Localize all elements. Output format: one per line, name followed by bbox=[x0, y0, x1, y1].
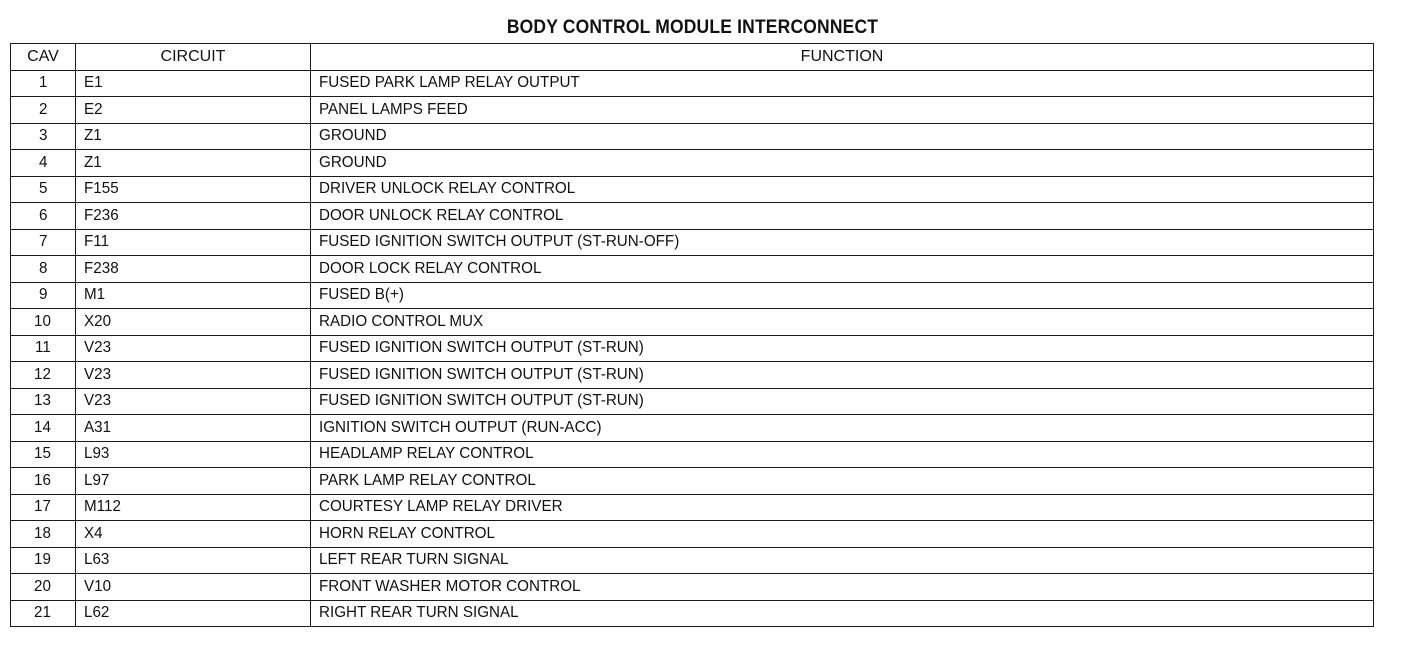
cav-cell-text: 18 bbox=[34, 524, 52, 542]
circuit-cell-text: F155 bbox=[84, 180, 119, 198]
cav-cell-text: 8 bbox=[38, 259, 48, 277]
circuit-cell bbox=[76, 309, 311, 336]
circuit-cell bbox=[76, 521, 311, 548]
function-cell bbox=[311, 123, 1374, 150]
circuit-cell bbox=[76, 547, 311, 574]
function-cell bbox=[311, 600, 1374, 627]
circuit-cell-text: L63 bbox=[84, 551, 110, 569]
circuit-cell-text: X4 bbox=[84, 524, 103, 542]
function-cell bbox=[311, 335, 1374, 362]
circuit-cell bbox=[76, 574, 311, 601]
table-body bbox=[11, 70, 1374, 627]
circuit-cell bbox=[76, 256, 311, 283]
cav-cell-text: 4 bbox=[38, 153, 48, 171]
circuit-cell bbox=[76, 97, 311, 124]
table-row bbox=[11, 494, 1374, 521]
circuit-cell-text: Z1 bbox=[84, 127, 102, 145]
function-cell bbox=[311, 282, 1374, 309]
function-cell bbox=[311, 521, 1374, 548]
circuit-cell-text: E2 bbox=[84, 100, 103, 118]
function-cell bbox=[311, 229, 1374, 256]
document-title: BODY CONTROL MODULE INTERCONNECT bbox=[506, 17, 879, 38]
function-cell-text: FUSED B(+) bbox=[319, 286, 404, 304]
cav-cell-text: 17 bbox=[34, 498, 52, 516]
cav-cell-text: 5 bbox=[38, 180, 48, 198]
table-row bbox=[11, 150, 1374, 177]
circuit-cell-text: M112 bbox=[84, 498, 121, 516]
circuit-cell-text: A31 bbox=[84, 418, 112, 436]
cav-cell bbox=[11, 70, 76, 97]
function-cell bbox=[311, 150, 1374, 177]
function-cell bbox=[311, 468, 1374, 495]
circuit-cell bbox=[76, 468, 311, 495]
function-cell bbox=[311, 574, 1374, 601]
header-circuit: CIRCUIT bbox=[76, 44, 311, 71]
table-row bbox=[11, 123, 1374, 150]
cav-cell bbox=[11, 547, 76, 574]
circuit-cell-text: E1 bbox=[84, 74, 103, 92]
function-cell bbox=[311, 494, 1374, 521]
circuit-cell-text: V10 bbox=[84, 577, 112, 595]
circuit-cell bbox=[76, 70, 311, 97]
circuit-cell bbox=[76, 415, 311, 442]
circuit-cell bbox=[76, 600, 311, 627]
header-function: FUNCTION bbox=[311, 44, 1374, 71]
table-row bbox=[11, 441, 1374, 468]
circuit-cell-text: Z1 bbox=[84, 153, 102, 171]
circuit-cell bbox=[76, 494, 311, 521]
cav-cell bbox=[11, 415, 76, 442]
function-cell bbox=[311, 70, 1374, 97]
function-cell-text: HEADLAMP RELAY CONTROL bbox=[319, 445, 534, 463]
circuit-cell-text: V23 bbox=[84, 365, 112, 383]
function-cell-text: FUSED IGNITION SWITCH OUTPUT (ST-RUN) bbox=[319, 339, 644, 357]
cav-cell bbox=[11, 600, 76, 627]
cav-cell bbox=[11, 97, 76, 124]
function-cell-text: PARK LAMP RELAY CONTROL bbox=[319, 471, 536, 489]
circuit-cell-text: F11 bbox=[84, 233, 110, 251]
cav-cell-text: 9 bbox=[38, 286, 48, 304]
table-row bbox=[11, 229, 1374, 256]
function-cell bbox=[311, 256, 1374, 283]
circuit-cell bbox=[76, 362, 311, 389]
function-cell bbox=[311, 203, 1374, 230]
function-cell-text: FUSED IGNITION SWITCH OUTPUT (ST-RUN) bbox=[319, 365, 644, 383]
circuit-cell-text: V23 bbox=[84, 392, 112, 410]
table-row bbox=[11, 468, 1374, 495]
table-row bbox=[11, 521, 1374, 548]
function-cell-text: RADIO CONTROL MUX bbox=[319, 312, 484, 330]
function-cell-text: DOOR UNLOCK RELAY CONTROL bbox=[319, 206, 564, 224]
function-cell bbox=[311, 415, 1374, 442]
circuit-cell-text: L97 bbox=[84, 471, 110, 489]
table-row bbox=[11, 282, 1374, 309]
cav-cell bbox=[11, 282, 76, 309]
table-row bbox=[11, 309, 1374, 336]
cav-cell-text: 19 bbox=[34, 551, 52, 569]
circuit-cell bbox=[76, 441, 311, 468]
function-cell-text: RIGHT REAR TURN SIGNAL bbox=[319, 604, 519, 622]
table-row bbox=[11, 574, 1374, 601]
header-row bbox=[11, 44, 1374, 71]
function-cell bbox=[311, 441, 1374, 468]
table-row bbox=[11, 70, 1374, 97]
cav-cell bbox=[11, 494, 76, 521]
function-cell-text: IGNITION SWITCH OUTPUT (RUN-ACC) bbox=[319, 418, 602, 436]
circuit-cell bbox=[76, 203, 311, 230]
cav-cell bbox=[11, 441, 76, 468]
table-row bbox=[11, 335, 1374, 362]
table-row bbox=[11, 97, 1374, 124]
circuit-cell bbox=[76, 176, 311, 203]
table-row bbox=[11, 415, 1374, 442]
function-cell bbox=[311, 547, 1374, 574]
circuit-cell bbox=[76, 150, 311, 177]
cav-cell-text: 2 bbox=[38, 100, 48, 118]
function-cell bbox=[311, 309, 1374, 336]
table-row bbox=[11, 256, 1374, 283]
cav-cell bbox=[11, 150, 76, 177]
cav-cell bbox=[11, 468, 76, 495]
cav-cell bbox=[11, 123, 76, 150]
cav-cell bbox=[11, 521, 76, 548]
cav-cell-text: 11 bbox=[34, 339, 51, 357]
cav-cell-text: 20 bbox=[34, 577, 52, 595]
circuit-cell-text: L93 bbox=[84, 445, 110, 463]
table-row bbox=[11, 176, 1374, 203]
table-row bbox=[11, 362, 1374, 389]
function-cell-text: DOOR LOCK RELAY CONTROL bbox=[319, 259, 542, 277]
cav-cell bbox=[11, 256, 76, 283]
table-row bbox=[11, 547, 1374, 574]
cav-cell bbox=[11, 229, 76, 256]
circuit-cell-text: F238 bbox=[84, 259, 119, 277]
cav-cell-text: 15 bbox=[34, 445, 52, 463]
function-cell bbox=[311, 176, 1374, 203]
circuit-cell-text: V23 bbox=[84, 339, 112, 357]
table-row bbox=[11, 203, 1374, 230]
function-cell bbox=[311, 97, 1374, 124]
cav-cell-text: 3 bbox=[38, 127, 48, 145]
function-cell-text: FRONT WASHER MOTOR CONTROL bbox=[319, 577, 581, 595]
function-cell-text: HORN RELAY CONTROL bbox=[319, 524, 495, 542]
cav-cell bbox=[11, 309, 76, 336]
cav-cell bbox=[11, 362, 76, 389]
table-row bbox=[11, 600, 1374, 627]
cav-cell-text: 14 bbox=[34, 418, 52, 436]
function-cell-text: FUSED IGNITION SWITCH OUTPUT (ST-RUN) bbox=[319, 392, 644, 410]
function-cell-text: COURTESY LAMP RELAY DRIVER bbox=[319, 498, 563, 516]
circuit-cell bbox=[76, 123, 311, 150]
header-cav: CAV bbox=[11, 44, 76, 71]
cav-cell-text: 10 bbox=[34, 312, 52, 330]
function-cell-text: FUSED PARK LAMP RELAY OUTPUT bbox=[319, 74, 580, 92]
function-cell-text: GROUND bbox=[319, 153, 387, 171]
function-cell-text: PANEL LAMPS FEED bbox=[319, 100, 468, 118]
cav-cell bbox=[11, 203, 76, 230]
function-cell-text: FUSED IGNITION SWITCH OUTPUT (ST-RUN-OFF) bbox=[319, 233, 680, 251]
cav-cell-text: 21 bbox=[34, 604, 52, 622]
circuit-cell bbox=[76, 229, 311, 256]
circuit-cell bbox=[76, 335, 311, 362]
cav-cell-text: 12 bbox=[34, 365, 52, 383]
cav-cell-text: 1 bbox=[38, 74, 48, 92]
cav-cell bbox=[11, 574, 76, 601]
cav-cell-text: 6 bbox=[38, 206, 48, 224]
function-cell bbox=[311, 362, 1374, 389]
circuit-cell bbox=[76, 388, 311, 415]
circuit-cell bbox=[76, 282, 311, 309]
cav-cell-text: 16 bbox=[34, 471, 52, 489]
circuit-cell-text: X20 bbox=[84, 312, 112, 330]
cav-cell bbox=[11, 335, 76, 362]
circuit-cell-text: M1 bbox=[84, 286, 106, 304]
function-cell-text: GROUND bbox=[319, 127, 387, 145]
cav-cell-text: 7 bbox=[38, 233, 48, 251]
circuit-cell-text: F236 bbox=[84, 206, 119, 224]
connector-pinout-table bbox=[10, 43, 1374, 627]
function-cell bbox=[311, 388, 1374, 415]
cav-cell bbox=[11, 176, 76, 203]
circuit-cell-text: L62 bbox=[84, 604, 110, 622]
function-cell-text: DRIVER UNLOCK RELAY CONTROL bbox=[319, 180, 576, 198]
cav-cell-text: 13 bbox=[34, 392, 52, 410]
table-row bbox=[11, 388, 1374, 415]
function-cell-text: LEFT REAR TURN SIGNAL bbox=[319, 551, 509, 569]
cav-cell bbox=[11, 388, 76, 415]
